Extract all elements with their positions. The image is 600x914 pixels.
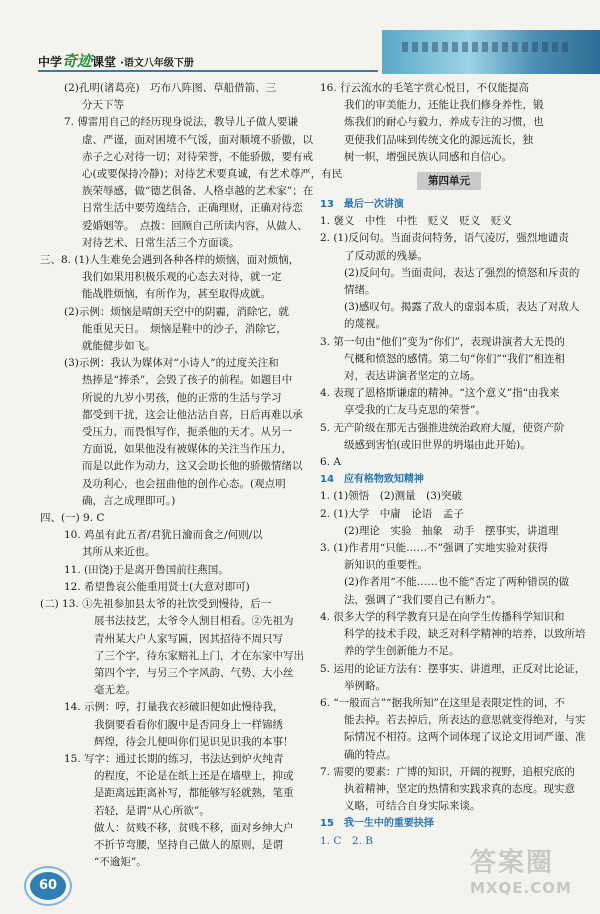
answer-line: 树一帜，增强民族认同感和自信心。	[344, 150, 512, 163]
answer-line: 受压力，而畏惧写作，扼杀他的天才。从另一	[82, 426, 292, 439]
answer-line: 分天下等	[82, 99, 124, 112]
answer-line: 做人：贫贱不移，贫贱不移，面对乡绅大户	[94, 821, 294, 834]
book-brand	[38, 50, 194, 71]
brand-logo-text: 奇迹	[62, 52, 93, 70]
answer-line: 虚、严谨，面对困境不气馁，面对顺境不骄傲，以	[82, 133, 313, 146]
answer-line: 养的学生创新能力不足。	[344, 645, 460, 658]
answer-line: 炼我们的耐心与毅力，养成专注的习惯，也	[344, 116, 544, 129]
answer-line: 赤子之心对待一切；对待荣誉，不能骄傲，要有戒	[82, 150, 313, 163]
answer-line: (2)理论 实验 抽象 动手 摆事实，讲道理	[344, 524, 559, 537]
answer-line: 我倒要看看你们腹中是否同身上一样锦绣	[94, 718, 283, 731]
watermark-line-1: 答案圈	[470, 848, 555, 878]
header-rule	[38, 70, 378, 72]
answer-line: 所说的九岁小男孩，他的正常的生活与学习	[82, 391, 282, 404]
page-number: 60	[30, 872, 66, 900]
answer-line: (2)作者用“不能……也不能”否定了两种错误的做	[344, 576, 570, 589]
answer-line: 三、8. (1)人生难免会遇到各种各样的烦恼，面对烦恼，	[40, 254, 300, 267]
answer-line: 举例略。	[344, 679, 386, 692]
answer-line: 13 最后一次讲演	[320, 199, 404, 211]
answer-line: 15 我一生中的重要抉择	[320, 818, 434, 830]
right-column	[320, 80, 586, 850]
answer-line: 了三个字，待东家赔礼上门，才在东家中写出	[94, 649, 304, 662]
answer-line: 日常生活中要劳逸结合，正确理财，正确对待恋	[82, 202, 303, 215]
answer-line: 1. C 2. B	[320, 834, 373, 847]
answer-line: 享受我的亡友马克思的荣誉”。	[344, 404, 486, 417]
answer-line: 2. (1)大学 中庸 论语 孟子	[320, 507, 464, 520]
answer-line: 方面说，如果他没有被媒体的关注当作压力，	[82, 443, 292, 456]
header-banner-image	[382, 30, 600, 74]
answer-line: 族荣辱感，做“德艺俱备、人格卓越的艺术家”；在	[82, 185, 314, 198]
brand-part-3: 课堂	[92, 55, 117, 69]
answer-line: 12. 希望鲁哀公能重用贤士(大意对即可)	[64, 580, 250, 593]
answer-line: 1. (1)领悟 (2)测量 (3)突破	[320, 490, 462, 503]
answer-line: 了反动派的残暴。	[344, 249, 428, 262]
answer-line: 确，言之成理即可。)	[82, 494, 176, 507]
answer-line: 我们的审美能力，还能让我们修身养性，锻	[344, 99, 544, 112]
answer-line: (二) 13. ①先祖参加县太爷的社饮受到慢待，后一	[40, 598, 272, 611]
right-bottom-block	[320, 196, 586, 850]
answer-line: 确的特点。	[344, 748, 397, 761]
answer-line: 义略，可结合自身实际来谈。	[344, 800, 481, 813]
answer-line: 其所从来近也。	[82, 546, 156, 559]
answer-line: 心(或要保持冷静)；对待艺术要真诚，有艺术尊严，有民	[82, 168, 343, 181]
answer-line: 热捧是“捧杀”，会毁了孩子的前程。如题目中	[82, 374, 293, 387]
unit-title: 第四单元	[417, 172, 481, 190]
answer-line: (2)孔明(诸葛亮) 巧布八阵图、草船借箭、三	[64, 82, 277, 94]
answer-line: 不折节弯腰，坚持自己做人的原则，是谓	[94, 838, 283, 851]
page-header	[0, 0, 600, 70]
answer-line: 2. (1)反问句。当面责问特务，语气凌厉，强烈地谴责	[320, 232, 569, 245]
answer-line: 及功利心，也会扭曲他的创作心态。(观点明	[82, 477, 286, 490]
answer-line: 能重见天日。 烦恼是鞋中的沙子，消除它，	[82, 322, 287, 335]
answer-line: 第四个字，与另三个字风韵、气势、大小丝	[94, 666, 294, 679]
answer-line: 都受到干扰，这会让他沾沾自喜，日后再难以承	[82, 408, 303, 421]
answer-line: 16. 行云流水的毛笔字赏心悦目，不仅能提高	[320, 82, 530, 94]
brand-part-1: 中学	[38, 55, 63, 69]
answer-line: 5. 无产阶级在那无古强推进统治政府大厦，使资产阶	[320, 421, 565, 434]
answer-line: 3. 第一句由“他们”变为“你们”，表现讲演者大无畏的	[320, 335, 565, 348]
answer-line: 辉煌，待会儿便叫你们见识见识我的本事！	[94, 735, 294, 748]
answer-line: 能去掉。若去掉后，所表达的意思就变得绝对，与实	[344, 714, 586, 727]
answer-line: 对，表达讲演者坚定的立场。	[344, 370, 481, 383]
answer-line: (3)感叹句。揭露了敌人的虚弱本质，表达了对敌人	[344, 301, 580, 314]
answer-line: 4. 表现了恩格斯谦虚的精神。“这个意义”指“由我来	[320, 387, 560, 400]
answer-line: 际情况不相符。这两个词体现了议论文用词严谨、准	[344, 731, 586, 744]
answer-line: 14 应有格物致知精神	[320, 474, 424, 486]
watermark-stamp	[470, 842, 590, 908]
answer-line: 的程度，不论是在纸上还是在墙壁上，抑或	[94, 770, 294, 783]
answer-line: 5. 运用的论证方法有：摆事实、讲道理，正反对比论证，	[320, 662, 586, 675]
answer-line: 法，强调了“我们要自己有断力”。	[344, 593, 502, 606]
answer-line: 执着精神，坚定的热情和实践求真的态度。现实意	[344, 782, 575, 795]
answer-line: 10. 鸡虽有此五者/君犹日瀹而食之/何则/以	[64, 529, 263, 542]
answer-line: 4. 很多大学的科学教育只是在向学生传播科学知识和	[320, 610, 565, 623]
answer-line: 科学的技术手段，缺乏对科学精神的培养，以致所培	[344, 628, 586, 641]
right-top-block	[320, 80, 578, 166]
answer-line: 6. “一般而言”“据我所知”在这里是表限定性的词，不	[320, 696, 565, 709]
answer-line: 就能健步如飞。	[82, 340, 156, 353]
answer-line: (2)示例：烦恼是晴朗天空中的阴霾，消除它，就	[64, 305, 289, 318]
answer-line: 级感到害怕(或旧世界的坍塌由此开始)。	[344, 438, 531, 451]
answer-line: 1. 褒义 中性 中性 贬义 贬义 贬义	[320, 215, 512, 228]
answer-line: 若轻，是谓“从心所欲”。	[94, 804, 210, 817]
answer-line: 对待艺术、日常生活三个方面谈。	[82, 236, 240, 249]
answer-line: 是距离远距离补写，都能够写轻就熟，笔重	[94, 787, 294, 800]
answer-line: 7. 傅雷用自己的经历现身说法，教导儿子做人要谦	[64, 116, 298, 129]
book-subtitle: ·语文八年级下册	[120, 58, 194, 69]
answer-line: 11. (田饶)于是离开鲁国前往燕国。	[64, 563, 229, 576]
answer-line: 7. 需要的要素：广博的知识，开阔的视野，追根究底的	[320, 765, 575, 778]
answer-line: 3. (1)作者用“只能……不”强调了实地实验对获得	[320, 542, 548, 555]
answer-line: 6. A	[320, 456, 341, 469]
answer-line: 青州某大户人家写匾，因其招待不周只写	[94, 632, 283, 645]
answer-line: (3)示例：我认为媒体对“小诗人”的过度关注和	[64, 357, 279, 370]
answer-line: 能战胜烦恼，有所作为，甚至取得成就。	[82, 288, 271, 301]
answer-line: 气概和愤怒的感情。第二句“你们”“我们”相连相	[344, 352, 565, 365]
answer-line: 毫无差。	[94, 684, 136, 697]
answer-line: 新知识的重要性。	[344, 559, 428, 572]
answer-line: 更使我们品味到传统文化的源远流长，独	[344, 133, 533, 146]
answer-line: 15. 写字：通过长期的练习，书法达到炉火纯青	[64, 752, 284, 765]
answer-line: 的蔑视。	[344, 318, 386, 331]
answer-line: 爱婚姻等。 点拨：回顾自己所读内容，从做人、	[82, 219, 308, 232]
answer-line: 情绪。	[344, 284, 376, 297]
answer-line: 而是以此作为动力，这又会助长他的骄傲情绪以	[82, 460, 303, 473]
answer-line: 14. 示例：哼，打量我衣衫破旧便如此慢待我，	[64, 701, 284, 714]
answer-line: 我们如果用积极乐观的心态去对待，就一定	[82, 271, 282, 284]
answer-line: 展书法技艺，太爷令人割目相看。②先祖为	[94, 615, 294, 628]
answer-line: “不逾矩”。	[94, 856, 147, 869]
watermark-line-2: MXQE.COM	[470, 879, 572, 897]
answer-line: 四、(一) 9. C	[40, 512, 105, 525]
answer-line: (2)反问句。当面责问，表达了强烈的愤怒和斥责的	[344, 266, 580, 279]
